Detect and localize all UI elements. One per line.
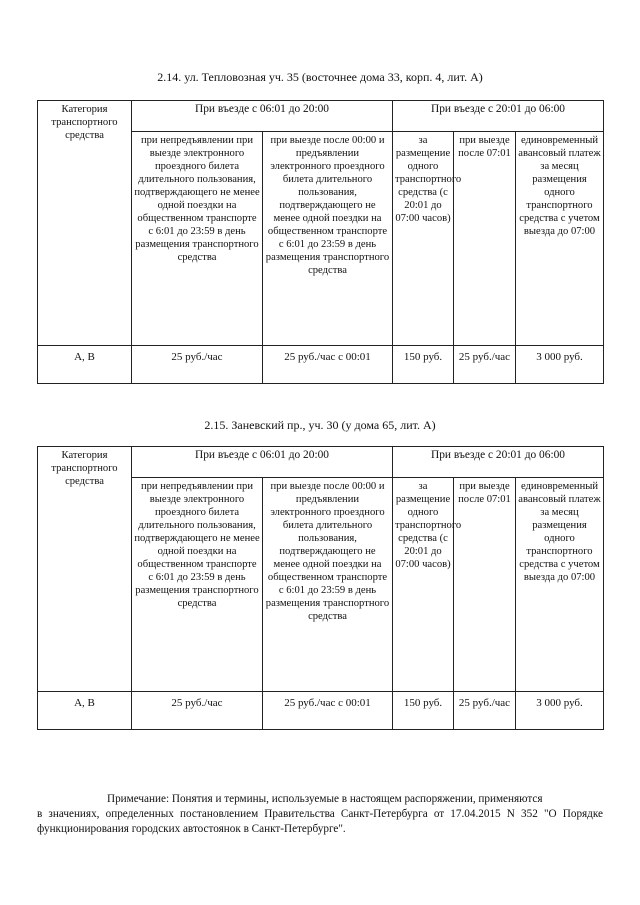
price-cell: 25 руб./час: [132, 346, 263, 384]
column-header-monthly-payment: единовременный авансовый платеж за месяц размещения одного транспортного средства с учетом выезда до 07:00: [516, 478, 604, 692]
price-cell: 25 руб./час: [454, 692, 516, 730]
day-period-header: При въезде с 06:01 до 20:00: [132, 101, 393, 132]
price-cell: 25 руб./час: [454, 346, 516, 384]
column-header-night-placement: за размещение одного транспортного средства (с 20:01 до 07:00 часов): [393, 132, 454, 346]
column-header-monthly-payment: единовременный авансовый платеж за месяц размещения одного транспортного средства с учетом выезда до 07:00: [516, 132, 604, 346]
day-period-header: При въезде с 06:01 до 20:00: [132, 447, 393, 478]
price-cell: 3 000 руб.: [516, 346, 604, 384]
footnote-first-line: Примечание: Понятия и термины, используемые в настоящем распоряжении, применяются: [107, 793, 543, 805]
price-cell: 25 руб./час: [132, 692, 263, 730]
price-cell: 25 руб./час с 00:01: [263, 346, 393, 384]
category-header: Категория транспортного средства: [38, 447, 132, 692]
footnote-rest: в значениях, определенных постановлением Правительства Санкт-Петербурга от 17.04.2015 N 352 "О Порядке функционирования городских автостоянок в Санкт-Петербурге".: [37, 808, 603, 835]
night-period-header: При въезде с 20:01 до 06:00: [393, 101, 604, 132]
price-cell: 25 руб./час с 00:01: [263, 692, 393, 730]
section-heading-2-15: 2.15. Заневский пр., уч. 30 (у дома 65, лит. А): [204, 418, 436, 432]
column-header-no-ticket: при непредъявлении при выезде электронного проездного билета длительного пользования, подтверждающего не менее одной поездки на общественном транспорте с 6:01 до 23:59 в день размещения транспортного средства: [132, 478, 263, 692]
column-header-exit-after-0701: при выезде после 07:01: [454, 132, 516, 346]
category-header: Категория транспортного средства: [38, 101, 132, 346]
column-header-with-ticket: при выезде после 00:00 и предъявлении электронного проездного билета длительного пользования, подтверждающего не менее одной поездки на общественном транспорте с 6:01 до 23:59 в день размещения транспортного средства: [263, 132, 393, 346]
column-header-with-ticket: при выезде после 00:00 и предъявлении электронного проездного билета длительного пользования, подтверждающего не менее одной поездки на общественном транспорте с 6:01 до 23:59 в день размещения транспортного средства: [263, 478, 393, 692]
tariff-table-2-14: [37, 100, 604, 384]
column-header-night-placement: за размещение одного транспортного средства (с 20:01 до 07:00 часов): [393, 478, 454, 692]
category-cell: А, В: [38, 692, 132, 730]
footnote: [37, 792, 603, 837]
category-cell: А, В: [38, 346, 132, 384]
section-heading-2-14: 2.14. ул. Тепловозная уч. 35 (восточнее дома 33, корп. 4, лит. А): [157, 70, 483, 84]
column-header-no-ticket: при непредъявлении при выезде электронного проездного билета длительного пользования, подтверждающего не менее одной поездки на общественном транспорте с 6:01 до 23:59 в день размещения транспортного средства: [132, 132, 263, 346]
tariff-table-2-15: [37, 446, 604, 730]
night-period-header: При въезде с 20:01 до 06:00: [393, 447, 604, 478]
column-header-exit-after-0701: при выезде после 07:01: [454, 478, 516, 692]
price-cell: 3 000 руб.: [516, 692, 604, 730]
price-cell: 150 руб.: [393, 346, 454, 384]
table-row: [38, 692, 604, 730]
table-row: [38, 346, 604, 384]
price-cell: 150 руб.: [393, 692, 454, 730]
